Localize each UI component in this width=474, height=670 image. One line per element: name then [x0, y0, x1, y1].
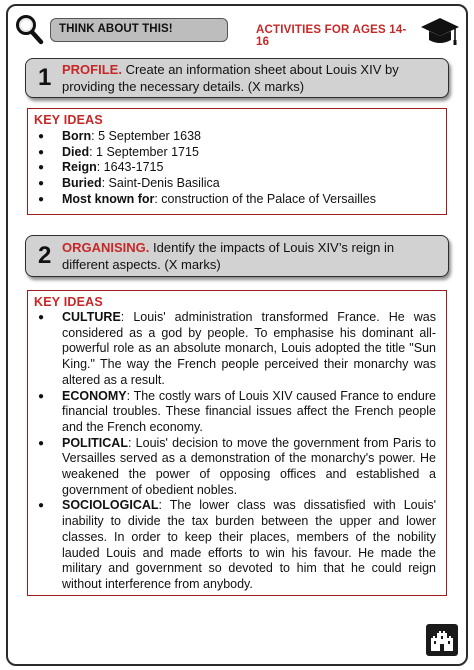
key-ideas-2-heading: KEY IDEAS [34, 295, 103, 309]
list-item: ● Born: 5 September 1638 [34, 129, 436, 145]
list-item: ● Most known for: construction of the Palace of Versailles [34, 192, 436, 208]
task-1-description: Create an information sheet about Louis XIV by providing the necessary details. (X marks) [62, 62, 399, 94]
task-1-keyword: PROFILE. [62, 62, 122, 77]
list-item: ● Reign: 1643-1715 [34, 160, 436, 176]
task-2-description: Identify the impacts of Louis XIV’s reign in different aspects. (X marks) [62, 240, 395, 272]
list-item: ● Died: 1 September 1715 [34, 145, 436, 161]
task-2-box [25, 235, 449, 277]
activities-age-label: ACTIVITIES FOR AGES 14-16 [256, 24, 407, 48]
task-1-box [25, 58, 449, 98]
task-2-number: 2 [38, 242, 52, 269]
key-ideas-1-box [27, 108, 447, 215]
key-ideas-1-list [34, 129, 436, 208]
magnifier-icon [14, 12, 44, 46]
list-item: ● Buried: Saint-Denis Basilica [34, 176, 436, 192]
castle-icon [426, 624, 458, 656]
key-ideas-2-list [34, 310, 436, 593]
list-item: ● ECONOMY: The costly wars of Louis XIV caused France to endure financial troubles. These financial issues affect the French people and the French economy. [34, 389, 436, 436]
task-1-number: 1 [38, 64, 52, 91]
task-2-keyword: ORGANISING. [62, 240, 150, 255]
task-2-text [62, 240, 440, 273]
graduation-cap-icon [420, 14, 460, 48]
think-about-this-label: THINK ABOUT THIS! [50, 18, 228, 42]
task-1-text [62, 62, 440, 95]
list-item: ● CULTURE: Louis' administration transformed France. He was considered as a god by people. To emphasise his dominant all-powerful role as an absolute monarch, Louis adopted the title "Sun King." The way the French people perceived their monarchy was altered as a result. [34, 310, 436, 389]
list-item: ● POLITICAL: Louis' decision to move the government from Paris to Versailles served as a demonstration of the monarchy's power. He weakened the power of opposing offices and established a government of obedient nobles. [34, 436, 436, 499]
key-ideas-1-heading: KEY IDEAS [34, 113, 103, 127]
list-item: ● SOCIOLOGICAL: The lower class was dissatisfied with Louis' inability to divide the tax burden between the upper and lower classes. In order to keep their places, members of the nobility lauded Louis and made efforts to win his favour. He made the military and government so devoted to him that he could reign without interference from anybody. [34, 498, 436, 592]
key-ideas-2-box [27, 290, 447, 596]
